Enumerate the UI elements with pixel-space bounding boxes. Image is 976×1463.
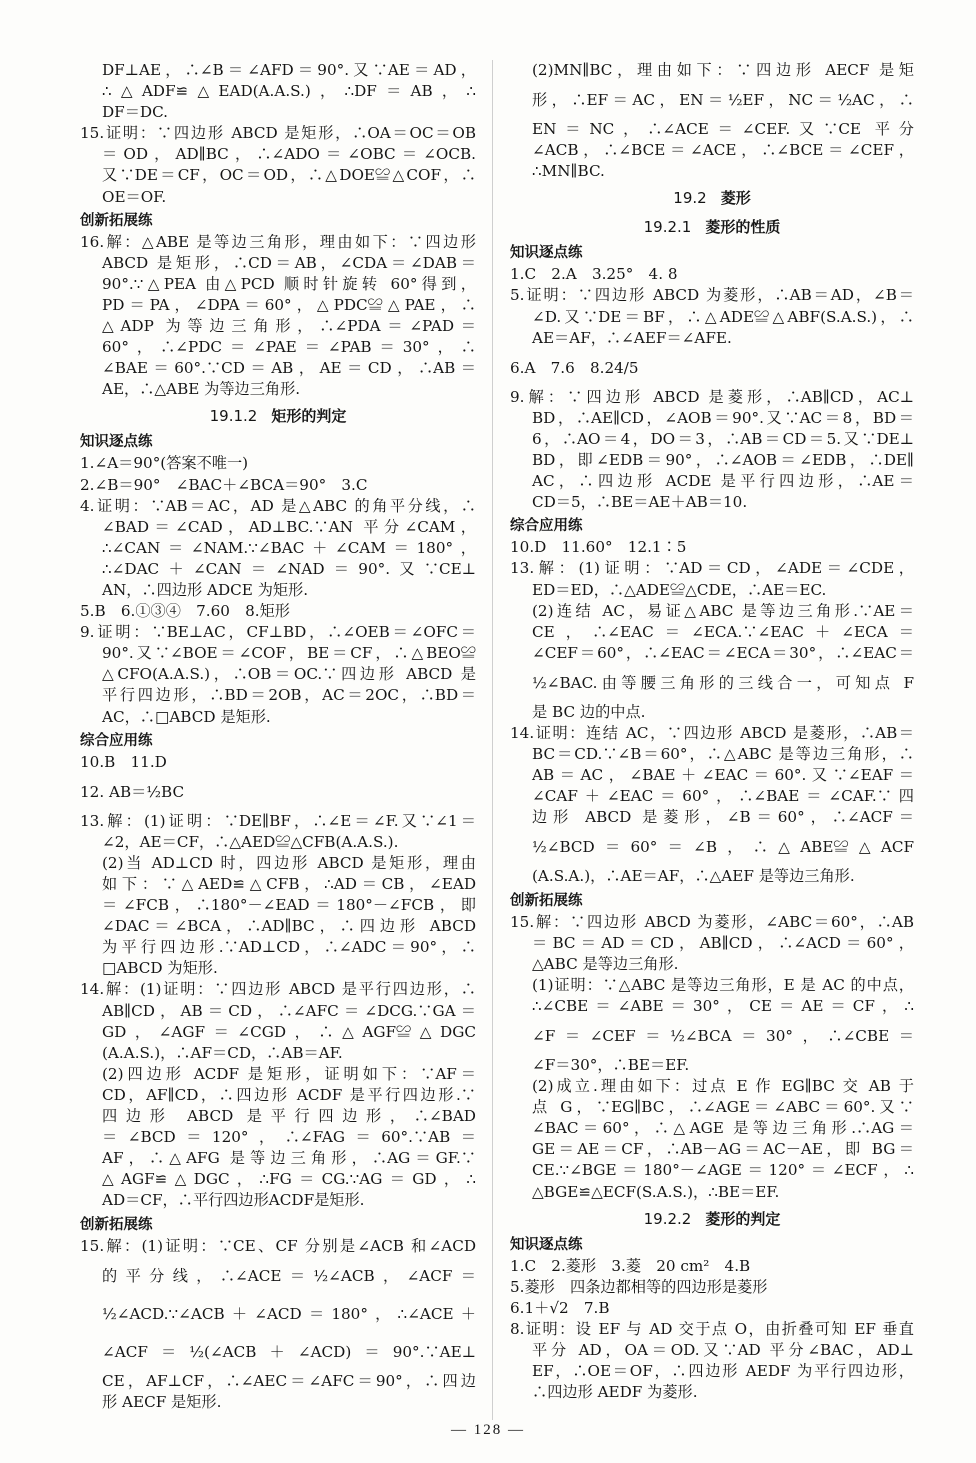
answer-line: AB∥CD，AB＝CD，∴∠AFC＝∠DCG.∵GA＝	[102, 1001, 476, 1020]
answer-line: ∴MN∥BC.	[532, 162, 605, 181]
answer-line: 12. AB＝½BC	[80, 782, 185, 801]
answer-line: 6.1＋√2 7.B	[510, 1298, 610, 1317]
answer-line: AC，∴□ABCD 是矩形.	[102, 707, 271, 726]
column-divider	[492, 60, 493, 1420]
answer-line: (2)MN∥BC，理由如下：∵四边形 AECF 是矩	[532, 61, 914, 79]
answer-line: 又∵DE＝CF，OC＝OD，∴△DOE≌△COF，∴	[102, 166, 476, 185]
section-heading: 创新拓展练	[510, 892, 583, 909]
answer-line: EF，∴OE＝OF，∴四边形 AEDF 为平行四边形，	[532, 1362, 914, 1381]
answer-line: ∠ACF＝½(∠ACB＋∠ACD)＝90°.∵AE⊥	[102, 1342, 476, 1361]
answer-line: 5.B 6.①③④ 7.60 8.矩形	[80, 602, 290, 621]
answer-line: CD，AF∥CD，∴四边形 ACDF 是平行四边形.∵	[102, 1085, 476, 1104]
answer-line: 四边形 ABCD 是平行四边形，∴∠BAD	[102, 1107, 476, 1126]
answer-line: GE＝AE＝CF，∴AB－AG＝AC－AE，即 BG＝	[532, 1140, 914, 1159]
answer-line: ∴△ADF≌△EAD(A.A.S.)，∴DF＝AB，∴	[102, 82, 476, 101]
answer-line: ∴∠CBE＝∠ABE＝30°，CE＝AE＝CF，∴	[532, 996, 914, 1015]
answer-line: 是 BC 边的中点.	[532, 702, 646, 721]
answer-line: 9.解：∵四边形 ABCD 是菱形，∴AB∥CD，AC⊥	[510, 387, 914, 406]
answer-line: BC＝CD.∵∠B＝60°，∴△ABC 是等边三角形，∴	[532, 745, 914, 764]
section-heading: 创新拓展练	[80, 212, 153, 229]
answer-line: 15.解：(1)证明：∵CE、CF 分别是∠ACB 和∠ACD	[80, 1236, 476, 1255]
section-heading: 综合应用练	[80, 732, 153, 749]
answer-line: □ABCD 为矩形.	[102, 959, 218, 978]
answer-line: AN，∴四边形 ADCE 为矩形.	[102, 580, 309, 599]
section-heading: 知识逐点练	[510, 245, 583, 262]
answer-line: ∠BAD＝∠CAD，AD⊥BC.∵AN 平分∠CAM，	[102, 517, 476, 536]
answer-line: 9.证明：∵BE⊥AC，CF⊥BD，∴∠OEB＝∠OFC＝	[80, 623, 476, 642]
answer-line: (A.A.S.)，∴AF＝CD，∴AB＝AF.	[102, 1043, 343, 1062]
answer-line: ∴四边形 AEDF 为菱形.	[532, 1383, 698, 1402]
answer-line: CE，AF⊥CF，∴∠AEC＝∠AFC＝90°，∴四边	[102, 1371, 476, 1390]
answer-line: 90°.又∵∠BOE＝∠COF，BE＝CF，∴△BEO≌	[102, 644, 476, 663]
answer-line: 10.B 11.D	[80, 752, 167, 771]
answer-line: 1.C 2.菱形 3.菱 20 cm² 4.B	[510, 1256, 751, 1275]
answer-line: ∠BAC＝60°，∴△AGE 是等边三角形.∴AG＝	[532, 1119, 914, 1138]
answer-line: 10.D 11.60° 12.1∶5	[510, 538, 687, 557]
answer-line: 60°，∴∠PDC＝∠PAE＝∠PAB＝30°，∴	[102, 338, 476, 357]
answer-line: ∴∠CAN＝∠NAM.∵∠BAC＋∠CAM＝180°，	[102, 538, 476, 557]
subsection-name: 菱形	[720, 189, 751, 208]
answer-line: △CFO(A.A.S.)，∴OB＝OC.∵四边形 ABCD 是	[102, 665, 476, 684]
subsection-number: 19.2.1	[643, 218, 692, 237]
answer-line: ½∠BCD＝60°＝∠B，∴△ABE≌△ACF	[532, 838, 914, 857]
answer-line: DF＝DC.	[102, 103, 168, 122]
subsection-number: 19.2	[673, 189, 707, 208]
answer-line: BD，即∠EDB＝90°，∴∠AOB＝∠EDB，∴DE∥	[532, 451, 914, 470]
answer-line: 15.解：∵四边形 ABCD 为菱形，∠ABC＝60°，∴AB	[510, 912, 914, 931]
answer-line: ＝BC＝AD＝CD，AB∥CD，∴∠ACD＝60°，	[532, 933, 914, 952]
answer-line: AE＝AF，∴∠AEF＝∠AFE.	[532, 328, 732, 347]
answer-line: 13.解：(1)证明：∵DE∥BF，∴∠E＝∠F.又∵∠1＝	[80, 811, 476, 830]
answer-line: ∠DAC＝∠BCA，∴AD∥BC，∴四边形 ABCD	[102, 917, 476, 936]
answer-line: 2.∠B＝90° ∠BAC＋∠BCA＝90° 3.C	[80, 475, 368, 494]
answer-line: △ABC 是等边三角形.	[532, 954, 679, 973]
answer-line: 5.菱形 四条边都相等的四边形是菱形	[510, 1277, 768, 1296]
answer-line: ∠F＝30°，∴BE＝EF.	[532, 1056, 690, 1074]
answer-line: 90°.∵△PEA 由△PCD 顺时针旋转 60°得到，	[102, 274, 476, 293]
answer-line: AB＝AC，∠BAE＋∠EAC＝60°.又∵∠EAF＝	[532, 766, 914, 785]
answer-line: ½∠ACD.∵∠ACB＋∠ACD＝180°，∴∠ACE＋	[102, 1304, 476, 1323]
answer-line: 平分 AD，OA＝OD.又∵AD 平分∠BAC，AD⊥	[532, 1341, 914, 1360]
answer-line: ∠CEF＝60°，∴∠EAC＝∠ECA＝30°，∴∠EAC＝	[532, 643, 914, 662]
left-column	[80, 60, 476, 1413]
answer-line: ½∠BAC.由等腰三角形的三线合一，可知点 F	[532, 673, 914, 692]
answer-line: 点 G，∵EG∥BC，∴∠AGE＝∠ABC＝60°.又∵	[532, 1098, 914, 1117]
answer-line: ED＝ED，∴△ADE≌△CDE，∴AE＝EC.	[532, 580, 827, 599]
answer-line: 边形 ABCD 是菱形，∠B＝60°，∴∠ACF＝	[532, 808, 914, 827]
answer-line: AF，∴△AFG 是等边三角形，∴AG＝GF.∵	[102, 1149, 476, 1168]
answer-line: ∠2，AE＝CF，∴△AED≌△CFB(A.A.S.).	[102, 832, 399, 851]
answer-line: 16.解：△ABE 是等边三角形，理由如下：∵四边形	[80, 232, 476, 251]
answer-line: PD＝PA，∠DPA＝60°，△PDC≌△PAE，∴	[102, 295, 476, 314]
answer-line: △AGF≌△DGC，∴FG＝CG.∵AG＝GD，∴	[102, 1170, 476, 1189]
answer-line: 形，∴EF＝AC，EN＝½EF，NC＝½AC，∴	[532, 91, 914, 110]
subsection-title	[510, 185, 914, 211]
answer-line: 14.证明：连结 AC，∵四边形 ABCD 是菱形，∴AB＝	[510, 723, 914, 742]
answer-line: (2)连结 AC，易证△ABC 是等边三角形.∵AE＝	[532, 601, 914, 620]
answer-line: 14.解：(1)证明：∵四边形 ABCD 是平行四边形，∴	[80, 980, 476, 999]
answer-line: 1.C 2.A 3.25° 4. 8	[510, 265, 678, 284]
answer-line: ∠ACB，∴∠BCE＝∠ACE，∴∠BCE＝∠CEF，	[532, 141, 914, 160]
answer-line: AC，∴四边形 ACDE 是平行四边形，∴AE＝	[532, 472, 914, 491]
subsection-name: 矩形的判定	[271, 407, 347, 426]
page-number: — 128 —	[451, 1422, 525, 1438]
answer-line: (2)当 AD⊥CD 时，四边形 ABCD 是矩形，理由	[102, 853, 476, 872]
subsection-name: 菱形的性质	[705, 218, 781, 237]
answer-line: (1)证明：∵△ABC 是等边三角形，E 是 AC 的中点，	[532, 975, 914, 994]
answer-line: 形 AECF 是矩形.	[102, 1392, 222, 1411]
answer-line: CE.∵∠BGE＝180°－∠AGE＝120°＝∠ECF，∴	[532, 1161, 914, 1180]
subsection-title	[510, 214, 914, 240]
subsection-number: 19.2.2	[643, 1209, 692, 1228]
subsection-name: 菱形的判定	[705, 1209, 781, 1228]
answer-line: 6.A 7.6 8.24/5	[510, 358, 639, 377]
answer-line: △ADP 为等边三角形，∴∠PDA＝∠PAD＝	[102, 317, 476, 336]
answer-line: OE＝OF.	[102, 187, 167, 206]
answer-line: ＝∠FCB，∴180°－∠EAD＝180°－∠FCB，即	[102, 896, 476, 915]
answer-line: BD，∴AE∥CD，∠AOB＝90°.又∵AC＝8，BD＝	[532, 408, 914, 427]
answer-line: (2)四边形 ACDF 是矩形，证明如下：∵AF＝	[102, 1064, 476, 1083]
answer-line: 5.证明：∵四边形 ABCD 为菱形，∴AB＝AD，∠B＝	[510, 286, 914, 305]
answer-line: 6，∴AO＝4，DO＝3，∴AB＝CD＝5.又∵DE⊥	[532, 429, 914, 448]
answer-line: 为平行四边形.∵AD⊥CD，∴∠ADC＝90°，∴	[102, 938, 476, 957]
answer-line: 13.解：(1)证明：∵AD＝CD，∠ADE＝∠CDE，	[510, 559, 914, 578]
answer-line: 4.证明：∵AB＝AC，AD 是△ABC 的角平分线，∴	[80, 496, 476, 515]
answer-line: ＝∠BCD＝120°，∴∠FAG＝60°.∵AB＝	[102, 1128, 476, 1147]
section-heading: 综合应用练	[510, 518, 583, 535]
answer-line: CE，∴∠EAC＝∠ECA.∵∠EAC＋∠ECA＝	[532, 622, 914, 641]
answer-line: ABCD 是矩形，∴CD＝AB，∠CDA＝∠DAB＝	[102, 253, 476, 272]
subsection-number: 19.1.2	[209, 407, 258, 426]
answer-line: ＝OD，AD∥BC，∴∠ADO＝∠OBC＝∠OCB.	[102, 145, 476, 164]
answer-line: (A.S.A.)，∴AE＝AF，∴△AEF 是等边三角形.	[532, 867, 855, 886]
answer-line: AE，∴△ABE 为等边三角形.	[102, 380, 301, 399]
answer-line: △BGE≌△ECF(S.A.S.)，∴BE＝EF.	[532, 1182, 780, 1201]
answer-line: ∠BAE＝60°.∵CD＝AB，AE＝CD，∴AB＝	[102, 359, 476, 378]
answer-line: 8.证明：设 EF 与 AD 交于点 O，由折叠可知 EF 垂直	[510, 1319, 914, 1338]
right-column	[510, 60, 914, 1403]
subsection-title	[80, 403, 476, 429]
answer-line: 如下：∵△AED≌△CFB，∴AD＝CB，∠EAD	[102, 875, 476, 893]
answer-line: EN＝NC，∴∠ACE＝∠CEF.又∵CE 平分	[532, 120, 914, 139]
answer-line: CD＝5，∴BE＝AE＋AB＝10.	[532, 493, 748, 512]
subsection-title	[510, 1206, 914, 1232]
section-heading: 知识逐点练	[80, 434, 153, 451]
section-heading: 创新拓展练	[80, 1216, 153, 1233]
answer-line: AD＝CF，∴平行四边形ACDF是矩形.	[102, 1191, 365, 1210]
answer-line: 的平分线，∴∠ACE＝½∠ACB，∠ACF＝	[102, 1266, 476, 1285]
answer-line: 1.∠A＝90°(答案不唯一)	[80, 454, 249, 473]
section-heading: 知识逐点练	[510, 1236, 583, 1253]
answer-line: ∠D.又∵DE＝BF，∴△ADE≌△ABF(S.A.S.)，∴	[532, 307, 914, 326]
answer-line: 平行四边形，∴BD＝2OB，AC＝2OC，∴BD＝	[102, 686, 476, 705]
answer-line: DF⊥AE，∴∠B＝∠AFD＝90°.又∵AE＝AD，	[102, 61, 476, 79]
answer-line: ∴∠DAC＋∠CAN＝∠NAD＝90°.又∵CE⊥	[102, 559, 476, 578]
answer-line: GD，∠AGF＝∠CGD，∴△AGF≌△DGC	[102, 1022, 476, 1041]
answer-line: ∠CAF＋∠EAC＝60°，∴∠BAE＝∠CAF.∵四	[532, 787, 914, 806]
answer-line: 15.证明：∵四边形 ABCD 是矩形，∴OA＝OC＝OB	[80, 124, 476, 143]
answer-line: (2)成立.理由如下：过点 E 作 EG∥BC 交 AB 于	[532, 1077, 914, 1096]
answer-line: ∠F＝∠CEF＝½∠BCA＝30°，∴∠CBE＝	[532, 1027, 914, 1045]
